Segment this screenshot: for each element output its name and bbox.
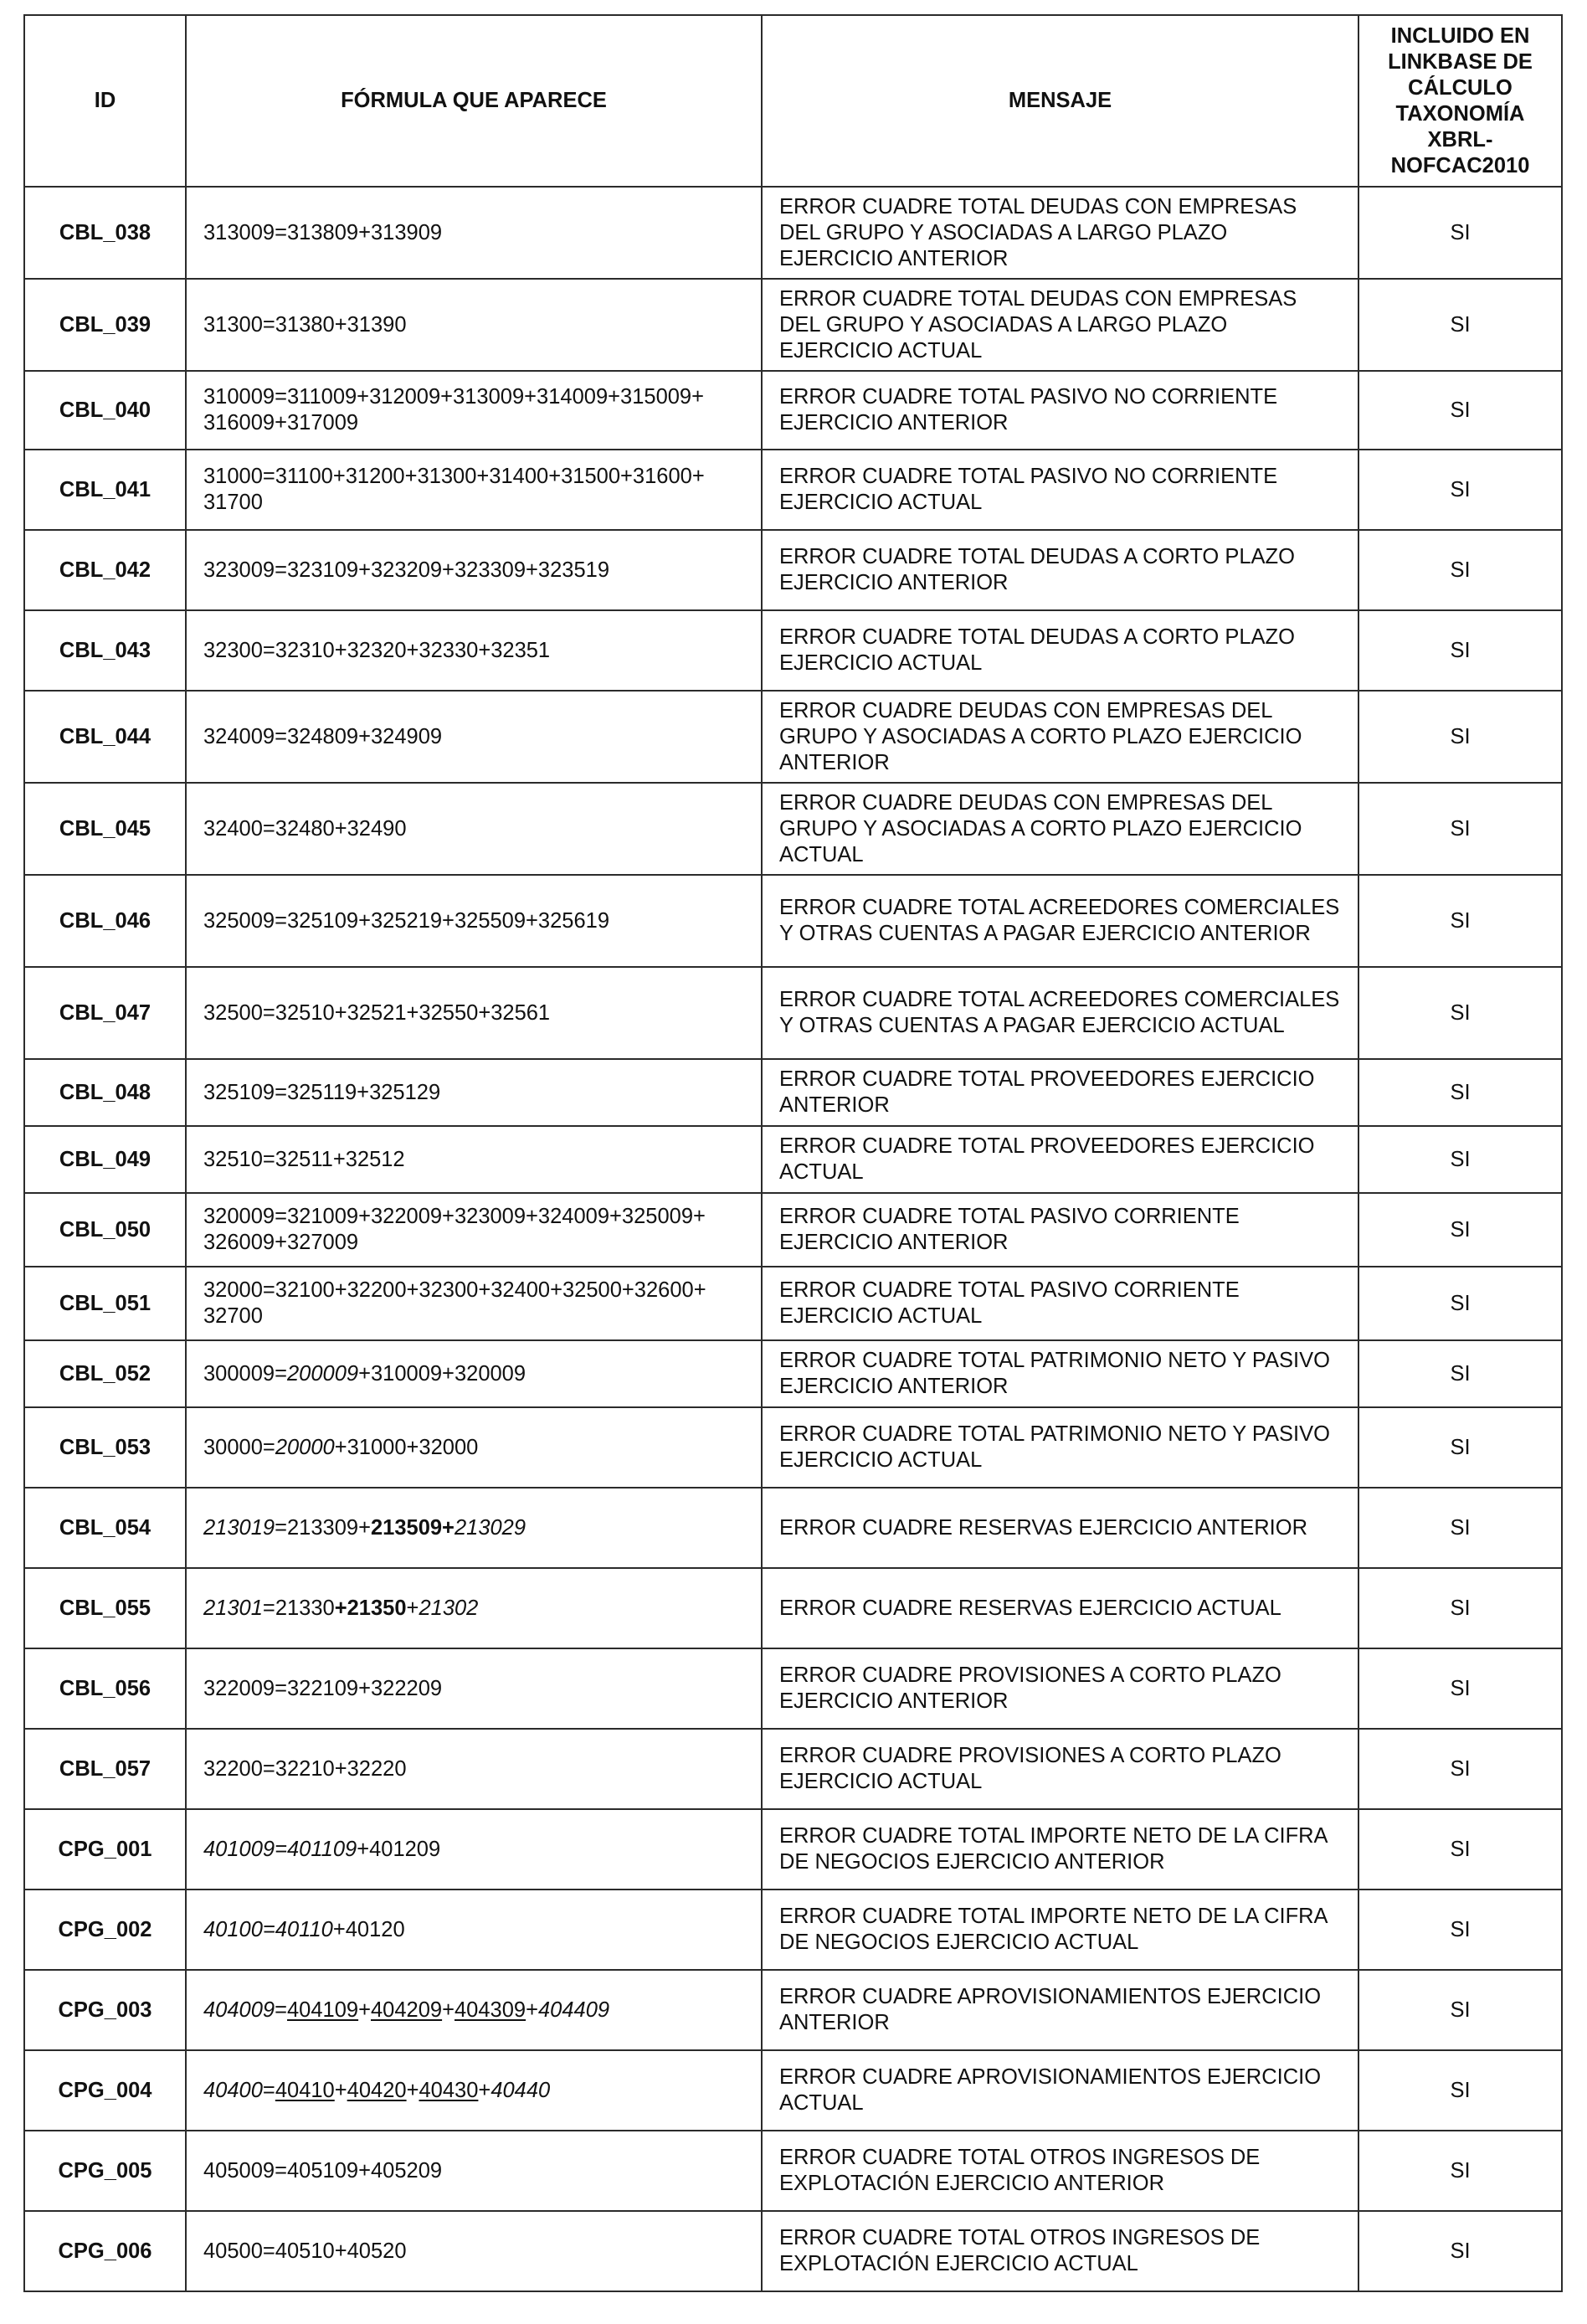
row-included: SI xyxy=(1358,1568,1562,1648)
row-formula xyxy=(186,875,762,967)
table-row xyxy=(24,1809,1562,1890)
row-included: SI xyxy=(1358,1126,1562,1193)
table-row xyxy=(24,530,1562,610)
row-message: ERROR CUADRE TOTAL PROVEEDORES EJERCICIO ANTERIOR xyxy=(762,1059,1358,1126)
row-formula xyxy=(186,1059,762,1126)
formula-segment: + xyxy=(358,1998,371,2022)
row-message: ERROR CUADRE APROVISIONAMIENTOS EJERCICIO ACTUAL xyxy=(762,2050,1358,2131)
row-formula xyxy=(186,1568,762,1648)
row-formula xyxy=(186,1126,762,1193)
row-formula xyxy=(186,1809,762,1890)
row-message: ERROR CUADRE TOTAL ACREEDORES COMERCIALES Y OTRAS CUENTAS A PAGAR EJERCICIO ANTERIOR xyxy=(762,875,1358,967)
formula-segment: 313009=313809+313909 xyxy=(203,220,443,244)
table-row xyxy=(24,1648,1562,1729)
formula-segment: 21301 xyxy=(203,1596,263,1620)
row-message: ERROR CUADRE TOTAL IMPORTE NETO DE LA CIFRA DE NEGOCIOS EJERCICIO ACTUAL xyxy=(762,1890,1358,1970)
row-formula xyxy=(186,2211,762,2291)
row-included: SI xyxy=(1358,2131,1562,2211)
formula-segment: 213029 xyxy=(454,1515,526,1540)
formula-segment: = xyxy=(275,1998,287,2022)
row-included: SI xyxy=(1358,1970,1562,2050)
header-message: MENSAJE xyxy=(762,15,1358,187)
row-message: ERROR CUADRE DEUDAS CON EMPRESAS DEL GRUPO Y ASOCIADAS A CORTO PLAZO EJERCICIO ACTUAL xyxy=(762,783,1358,875)
formula-segment: 325109=325119+325129 xyxy=(203,1080,441,1104)
header-id: ID xyxy=(24,15,186,187)
formula-segment: 320009=321009+322009+323009+324009+325009+ 326009+327009 xyxy=(203,1205,706,1254)
formula-segment: 213019 xyxy=(203,1515,275,1540)
row-included: SI xyxy=(1358,1059,1562,1126)
row-message: ERROR CUADRE TOTAL ACREEDORES COMERCIALES Y OTRAS CUENTAS A PAGAR EJERCICIO ACTUAL xyxy=(762,967,1358,1059)
row-id: CBL_054 xyxy=(24,1488,186,1568)
formula-segment: 32500=32510+32521+32550+32561 xyxy=(203,1000,551,1025)
row-id: CBL_051 xyxy=(24,1267,186,1340)
row-formula xyxy=(186,187,762,279)
row-formula xyxy=(186,1340,762,1407)
row-message: ERROR CUADRE TOTAL OTROS INGRESOS DE EXPLOTACIÓN EJERCICIO ACTUAL xyxy=(762,2211,1358,2291)
formula-segment: 31000=31100+31200+31300+31400+31500+31600+ 31700 xyxy=(203,465,705,514)
formula-segment: 40500=40510+40520 xyxy=(203,2239,407,2263)
formula-segment: 30000= xyxy=(203,1435,275,1459)
formula-segment: 310009=311009+312009+313009+314009+315009+ 316009+317009 xyxy=(203,385,705,434)
formula-segment: +21350 xyxy=(334,1596,407,1620)
header-formula: FÓRMULA QUE APARECE xyxy=(186,15,762,187)
formula-segment: + xyxy=(526,1998,538,2022)
row-formula xyxy=(186,1488,762,1568)
row-included: SI xyxy=(1358,1267,1562,1340)
row-formula xyxy=(186,691,762,783)
table-row xyxy=(24,1126,1562,1193)
table-row xyxy=(24,783,1562,875)
formula-segment: 404409 xyxy=(538,1998,610,2022)
row-formula xyxy=(186,783,762,875)
table-row xyxy=(24,1340,1562,1407)
row-id: CBL_047 xyxy=(24,967,186,1059)
row-id: CBL_053 xyxy=(24,1407,186,1488)
row-formula xyxy=(186,967,762,1059)
validation-rules-table xyxy=(23,14,1563,2292)
row-id: CBL_041 xyxy=(24,450,186,530)
table-row xyxy=(24,1407,1562,1488)
formula-segment: 40100=40110 xyxy=(203,1917,333,1941)
header-row xyxy=(24,15,1562,187)
row-message: ERROR CUADRE PROVISIONES A CORTO PLAZO EJERCICIO ACTUAL xyxy=(762,1729,1358,1809)
formula-segment: = xyxy=(262,2078,275,2102)
table-row xyxy=(24,2211,1562,2291)
row-formula xyxy=(186,1407,762,1488)
table-row xyxy=(24,1890,1562,1970)
formula-segment: 40420 xyxy=(347,2078,407,2102)
formula-segment: + xyxy=(478,2078,491,2102)
row-message: ERROR CUADRE RESERVAS EJERCICIO ACTUAL xyxy=(762,1568,1358,1648)
table-row xyxy=(24,1729,1562,1809)
formula-segment: 405009=405109+405209 xyxy=(203,2158,443,2183)
row-included: SI xyxy=(1358,450,1562,530)
formula-segment: +310009+320009 xyxy=(358,1361,526,1386)
row-formula xyxy=(186,1648,762,1729)
row-formula xyxy=(186,1193,762,1267)
row-message: ERROR CUADRE TOTAL PROVEEDORES EJERCICIO ACTUAL xyxy=(762,1126,1358,1193)
row-message: ERROR CUADRE TOTAL PATRIMONIO NETO Y PASIVO EJERCICIO ACTUAL xyxy=(762,1407,1358,1488)
row-id: CPG_002 xyxy=(24,1890,186,1970)
row-message: ERROR CUADRE TOTAL IMPORTE NETO DE LA CIFRA DE NEGOCIOS EJERCICIO ANTERIOR xyxy=(762,1809,1358,1890)
row-message: ERROR CUADRE TOTAL DEUDAS CON EMPRESAS DEL GRUPO Y ASOCIADAS A LARGO PLAZO EJERCICIO ANTERIOR xyxy=(762,187,1358,279)
row-formula xyxy=(186,610,762,691)
row-message: ERROR CUADRE TOTAL PATRIMONIO NETO Y PASIVO EJERCICIO ANTERIOR xyxy=(762,1340,1358,1407)
formula-segment: 40440 xyxy=(490,2078,551,2102)
table-row xyxy=(24,1193,1562,1267)
row-included: SI xyxy=(1358,1340,1562,1407)
formula-segment: 32300=32310+32320+32330+32351 xyxy=(203,638,551,662)
formula-segment: 200009 xyxy=(286,1361,359,1386)
formula-segment: 300009= xyxy=(203,1361,287,1386)
table-row xyxy=(24,279,1562,371)
row-message: ERROR CUADRE APROVISIONAMIENTOS EJERCICIO ANTERIOR xyxy=(762,1970,1358,2050)
row-id: CBL_045 xyxy=(24,783,186,875)
row-message: ERROR CUADRE TOTAL PASIVO NO CORRIENTE EJERCICIO ANTERIOR xyxy=(762,371,1358,450)
formula-segment: 322009=322109+322209 xyxy=(203,1676,443,1700)
formula-segment: +40120 xyxy=(332,1917,405,1941)
row-id: CBL_042 xyxy=(24,530,186,610)
row-formula xyxy=(186,1267,762,1340)
formula-segment: 213509+ xyxy=(370,1515,455,1540)
formula-segment: 324009=324809+324909 xyxy=(203,724,443,748)
table-row xyxy=(24,2050,1562,2131)
row-formula xyxy=(186,371,762,450)
formula-segment: 323009=323109+323209+323309+323519 xyxy=(203,558,610,582)
row-included: SI xyxy=(1358,371,1562,450)
table-row xyxy=(24,967,1562,1059)
row-included: SI xyxy=(1358,530,1562,610)
row-included: SI xyxy=(1358,187,1562,279)
row-included: SI xyxy=(1358,1890,1562,1970)
formula-segment: 404209 xyxy=(371,1998,443,2022)
row-id: CBL_044 xyxy=(24,691,186,783)
row-id: CBL_049 xyxy=(24,1126,186,1193)
formula-segment: 32200=32210+32220 xyxy=(203,1756,407,1781)
row-formula xyxy=(186,1970,762,2050)
formula-segment: =213309+ xyxy=(275,1515,371,1540)
row-id: CPG_006 xyxy=(24,2211,186,2291)
formula-segment: 31300=31380+31390 xyxy=(203,312,407,337)
row-message: ERROR CUADRE TOTAL DEUDAS A CORTO PLAZO EJERCICIO ANTERIOR xyxy=(762,530,1358,610)
row-message: ERROR CUADRE RESERVAS EJERCICIO ANTERIOR xyxy=(762,1488,1358,1568)
row-message: ERROR CUADRE TOTAL OTROS INGRESOS DE EXPLOTACIÓN EJERCICIO ANTERIOR xyxy=(762,2131,1358,2211)
formula-segment: 20000 xyxy=(275,1435,335,1459)
row-included: SI xyxy=(1358,2050,1562,2131)
row-included: SI xyxy=(1358,1648,1562,1729)
formula-segment: 325009=325109+325219+325509+325619 xyxy=(203,908,610,933)
formula-segment: 32000=32100+32200+32300+32400+32500+32600+ 32700 xyxy=(203,1278,706,1328)
formula-segment: +31000+32000 xyxy=(334,1435,479,1459)
formula-segment: 32400=32480+32490 xyxy=(203,816,407,841)
row-id: CBL_040 xyxy=(24,371,186,450)
row-id: CBL_057 xyxy=(24,1729,186,1809)
row-id: CBL_038 xyxy=(24,187,186,279)
formula-segment: + xyxy=(334,2078,347,2102)
formula-segment: + xyxy=(406,1596,419,1620)
formula-segment: =21330 xyxy=(262,1596,335,1620)
row-included: SI xyxy=(1358,2211,1562,2291)
table-row xyxy=(24,1267,1562,1340)
row-formula xyxy=(186,450,762,530)
table-row xyxy=(24,1488,1562,1568)
row-id: CBL_050 xyxy=(24,1193,186,1267)
row-id: CBL_048 xyxy=(24,1059,186,1126)
table-row xyxy=(24,2131,1562,2211)
formula-segment: 40430 xyxy=(419,2078,479,2102)
row-formula xyxy=(186,1729,762,1809)
row-id: CBL_056 xyxy=(24,1648,186,1729)
row-id: CPG_001 xyxy=(24,1809,186,1890)
formula-segment: 404309 xyxy=(455,1998,526,2022)
table-body xyxy=(24,187,1562,2291)
table-row xyxy=(24,610,1562,691)
row-formula xyxy=(186,1890,762,1970)
row-id: CBL_043 xyxy=(24,610,186,691)
row-included: SI xyxy=(1358,967,1562,1059)
table-row xyxy=(24,450,1562,530)
row-id: CBL_039 xyxy=(24,279,186,371)
row-message: ERROR CUADRE TOTAL PASIVO NO CORRIENTE EJERCICIO ACTUAL xyxy=(762,450,1358,530)
row-id: CPG_003 xyxy=(24,1970,186,2050)
row-id: CPG_004 xyxy=(24,2050,186,2131)
table-row xyxy=(24,1970,1562,2050)
table-row xyxy=(24,187,1562,279)
header-included: INCLUIDO EN LINKBASE DE CÁLCULO TAXONOMÍA XBRL-NOFCAC2010 xyxy=(1358,15,1562,187)
row-included: SI xyxy=(1358,1193,1562,1267)
row-included: SI xyxy=(1358,783,1562,875)
row-formula xyxy=(186,279,762,371)
row-included: SI xyxy=(1358,1729,1562,1809)
row-id: CBL_052 xyxy=(24,1340,186,1407)
row-id: CPG_005 xyxy=(24,2131,186,2211)
formula-segment: 40400 xyxy=(203,2078,263,2102)
row-included: SI xyxy=(1358,1809,1562,1890)
row-formula xyxy=(186,2131,762,2211)
table-row xyxy=(24,371,1562,450)
row-message: ERROR CUADRE DEUDAS CON EMPRESAS DEL GRUPO Y ASOCIADAS A CORTO PLAZO EJERCICIO ANTERIOR xyxy=(762,691,1358,783)
table-row xyxy=(24,1568,1562,1648)
row-formula xyxy=(186,530,762,610)
row-formula xyxy=(186,2050,762,2131)
row-message: ERROR CUADRE TOTAL DEUDAS CON EMPRESAS DEL GRUPO Y ASOCIADAS A LARGO PLAZO EJERCICIO ACTUAL xyxy=(762,279,1358,371)
row-included: SI xyxy=(1358,1407,1562,1488)
row-message: ERROR CUADRE TOTAL PASIVO CORRIENTE EJERCICIO ANTERIOR xyxy=(762,1193,1358,1267)
formula-segment: 404009 xyxy=(203,1998,275,2022)
formula-segment: + xyxy=(442,1998,455,2022)
row-id: CBL_046 xyxy=(24,875,186,967)
table-row xyxy=(24,691,1562,783)
row-included: SI xyxy=(1358,875,1562,967)
row-included: SI xyxy=(1358,279,1562,371)
formula-segment: 404109 xyxy=(287,1998,359,2022)
row-included: SI xyxy=(1358,610,1562,691)
formula-segment: + xyxy=(406,2078,419,2102)
formula-segment: 32510=32511+32512 xyxy=(203,1147,405,1171)
row-message: ERROR CUADRE TOTAL PASIVO CORRIENTE EJERCICIO ACTUAL xyxy=(762,1267,1358,1340)
row-included: SI xyxy=(1358,1488,1562,1568)
formula-segment: 401009=401109 xyxy=(203,1837,357,1861)
table-row xyxy=(24,875,1562,967)
row-included: SI xyxy=(1358,691,1562,783)
formula-segment: +401209 xyxy=(357,1837,441,1861)
table-row xyxy=(24,1059,1562,1126)
formula-segment: 21302 xyxy=(419,1596,479,1620)
row-id: CBL_055 xyxy=(24,1568,186,1648)
formula-segment: 40410 xyxy=(275,2078,335,2102)
row-message: ERROR CUADRE PROVISIONES A CORTO PLAZO EJERCICIO ANTERIOR xyxy=(762,1648,1358,1729)
row-message: ERROR CUADRE TOTAL DEUDAS A CORTO PLAZO EJERCICIO ACTUAL xyxy=(762,610,1358,691)
